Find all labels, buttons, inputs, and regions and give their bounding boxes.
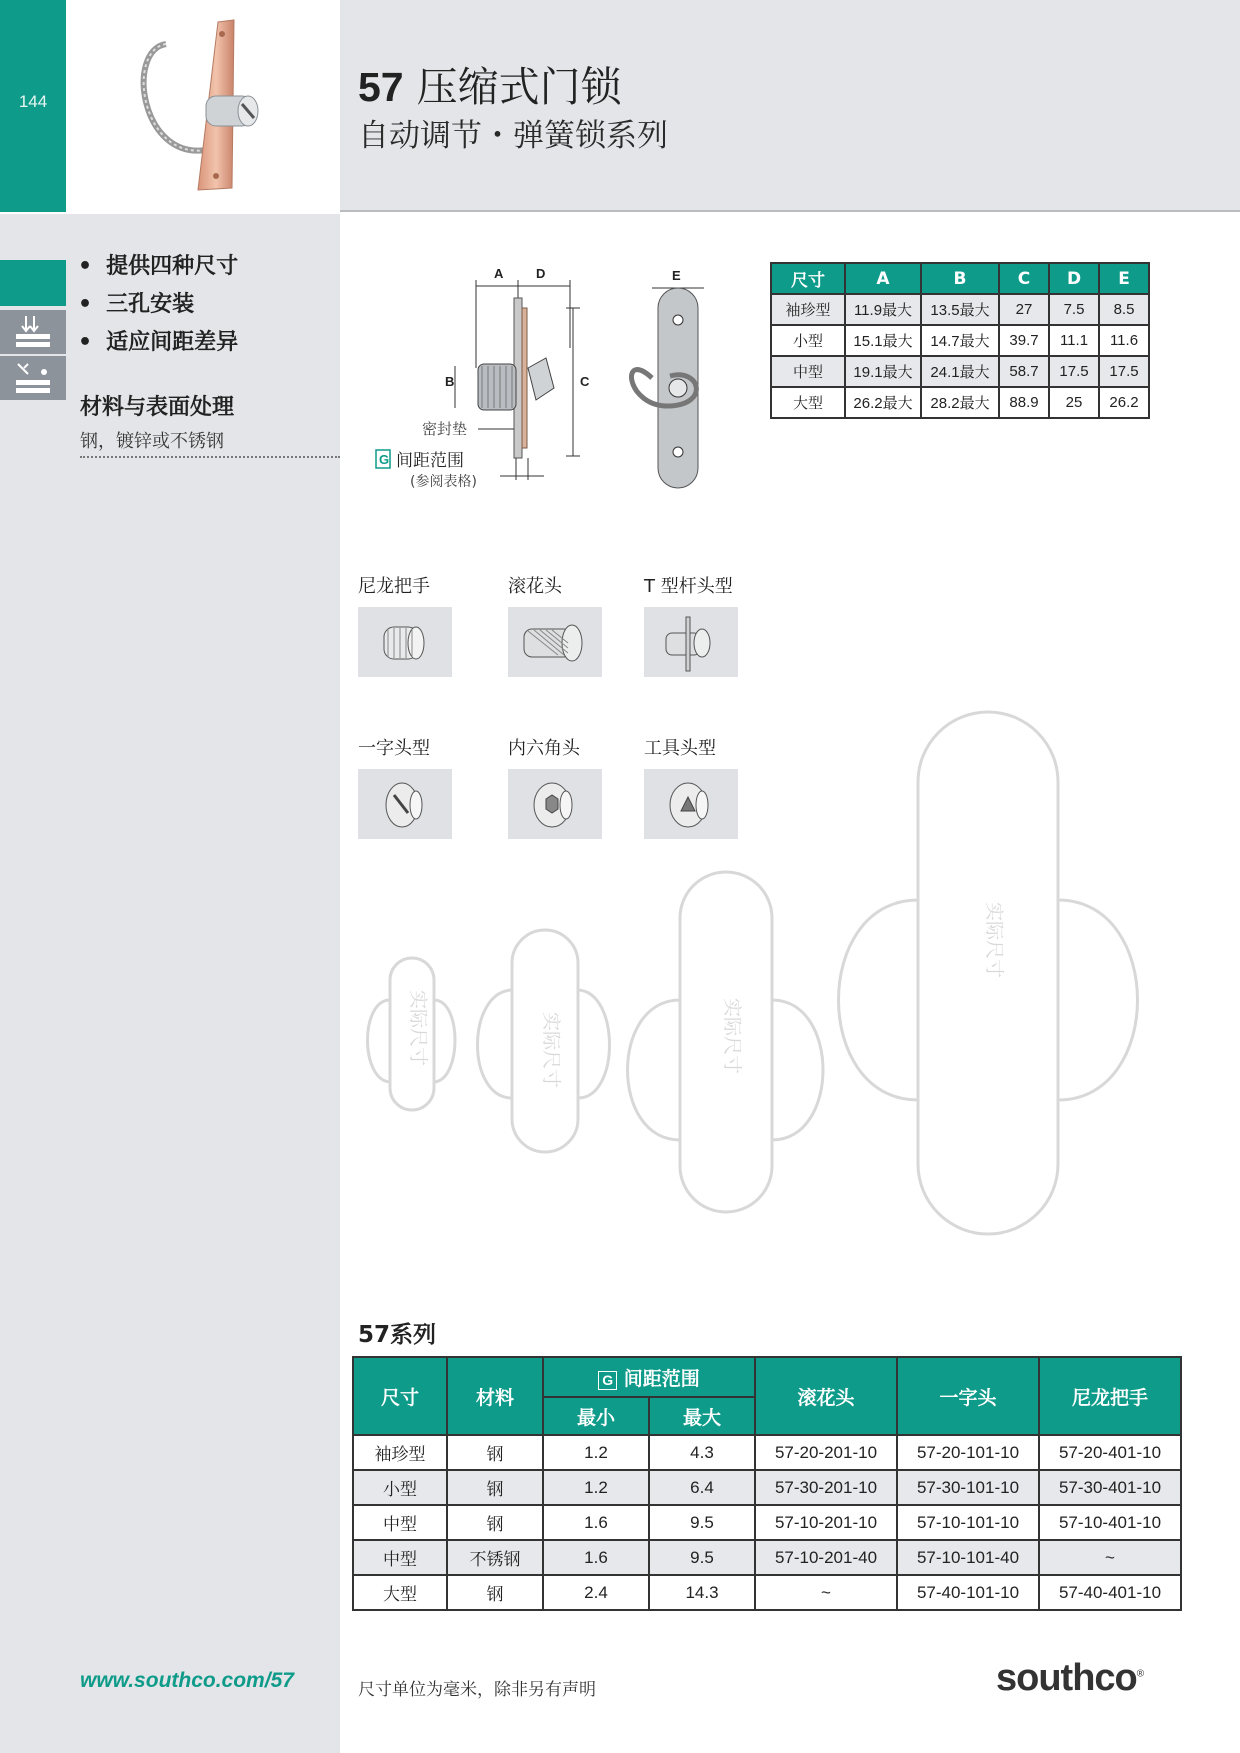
head-style-label: 滚花头: [508, 576, 562, 597]
grip-badge: G: [598, 1371, 617, 1390]
table-cell: 1.6: [543, 1540, 649, 1575]
feature-item: • 三孔安装: [78, 288, 238, 326]
dim-label-b: B: [445, 374, 455, 389]
table-row: [771, 387, 1149, 418]
head-style-label: 内六角头: [508, 738, 580, 759]
head-style-label: 工具头型: [644, 738, 716, 759]
table-row: [771, 325, 1149, 356]
spec-header: 尺寸: [771, 263, 845, 294]
grip-note: (参阅表格): [410, 474, 477, 490]
spec-header: C: [999, 263, 1049, 294]
table-cell: 钢: [447, 1575, 543, 1610]
table-row: [353, 1575, 1181, 1610]
table-cell: 钢: [447, 1505, 543, 1540]
table-cell: 1.2: [543, 1435, 649, 1470]
knurled-head-icon: [508, 607, 602, 677]
logo-text: southco: [996, 1657, 1137, 1699]
table-cell: 中型: [771, 356, 845, 387]
table-cell: 大型: [771, 387, 845, 418]
table-cell: 钢: [447, 1435, 543, 1470]
nylon-knob-icon: [358, 607, 452, 677]
head-style-label: 尼龙把手: [358, 576, 430, 597]
part-number-table: [352, 1356, 1182, 1611]
feature-list: [78, 250, 238, 364]
head-style-label: 一字头型: [358, 738, 430, 759]
page-title: [358, 54, 622, 113]
sidebar-divider: [80, 456, 340, 458]
table-cell: 26.2最大: [845, 387, 921, 418]
table-cell: 不锈钢: [447, 1540, 543, 1575]
part-number: 57-10-201-40: [755, 1540, 897, 1575]
table-row: [353, 1540, 1181, 1575]
southco-logo: [996, 1657, 1143, 1700]
dim-label-a: A: [494, 266, 504, 281]
table-cell: 11.9最大: [845, 294, 921, 325]
table-cell: 26.2: [1099, 387, 1149, 418]
table-cell: 1.2: [543, 1470, 649, 1505]
part-number: 57-10-101-10: [897, 1505, 1039, 1540]
table-cell: 88.9: [999, 387, 1049, 418]
seal-label: 密封垫: [422, 420, 468, 438]
part-number: 57-20-201-10: [755, 1435, 897, 1470]
sealing-icon: [0, 356, 66, 400]
table-cell: 25: [1049, 387, 1099, 418]
col-grip: [543, 1357, 755, 1397]
feature-item: • 适应间距差异: [78, 326, 238, 364]
table-row: [353, 1435, 1181, 1470]
series-number: 57: [358, 64, 404, 110]
sidebar-accent: [0, 260, 66, 306]
units-footnote: 尺寸单位为毫米，除非另有声明: [358, 1680, 596, 1700]
table-cell: 58.7: [999, 356, 1049, 387]
col-max: 最大: [649, 1397, 755, 1435]
table-cell: 8.5: [1099, 294, 1149, 325]
table-cell: 钢: [447, 1470, 543, 1505]
table-row: [771, 294, 1149, 325]
col-material: 材料: [447, 1357, 543, 1435]
col-slotted: 一字头: [897, 1357, 1039, 1435]
table-row: [353, 1505, 1181, 1540]
actual-size-label: 实际尺寸: [721, 998, 743, 1075]
table-cell: 7.5: [1049, 294, 1099, 325]
part-number: 57-10-201-10: [755, 1505, 897, 1540]
part-number: 57-10-101-40: [897, 1540, 1039, 1575]
table-cell: 17.5: [1099, 356, 1149, 387]
dim-label-c: C: [580, 374, 590, 389]
feature-item: • 提供四种尺寸: [78, 250, 238, 288]
col-min: 最小: [543, 1397, 649, 1435]
table-cell: 14.7最大: [921, 325, 999, 356]
head-style-label: T 型杆头型: [644, 576, 733, 597]
dimension-drawing: [370, 258, 720, 498]
logo-mark: ®: [1136, 1668, 1144, 1680]
table-cell: 9.5: [649, 1540, 755, 1575]
table-cell: 24.1最大: [921, 356, 999, 387]
actual-size-label: 实际尺寸: [540, 1012, 562, 1089]
table-cell: 小型: [353, 1470, 447, 1505]
grip-header-text: 间距范围: [623, 1367, 700, 1390]
table-cell: 小型: [771, 325, 845, 356]
col-size: 尺寸: [353, 1357, 447, 1435]
part-number: 57-40-101-10: [897, 1575, 1039, 1610]
table-cell: 15.1最大: [845, 325, 921, 356]
material-text: 钢，镀锌或不锈钢: [80, 431, 224, 452]
dim-label-d: D: [536, 266, 546, 281]
col-nylon: 尼龙把手: [1039, 1357, 1181, 1435]
table-cell: 4.3: [649, 1435, 755, 1470]
table-row: [353, 1470, 1181, 1505]
table-cell: 9.5: [649, 1505, 755, 1540]
table-cell: 19.1最大: [845, 356, 921, 387]
part-number: 57-20-401-10: [1039, 1435, 1181, 1470]
website-link[interactable]: www.southco.com/57: [80, 1669, 294, 1692]
actual-size-label: 实际尺寸: [407, 990, 429, 1067]
part-number: 57-40-401-10: [1039, 1575, 1181, 1610]
dimension-table: [770, 262, 1150, 419]
spec-header: D: [1049, 263, 1099, 294]
table-cell: 17.5: [1049, 356, 1099, 387]
table-cell: 2.4: [543, 1575, 649, 1610]
table-cell: 袖珍型: [353, 1435, 447, 1470]
grip-badge: G: [379, 452, 390, 467]
grip-label: 间距范围: [396, 451, 464, 471]
table-cell: 13.5最大: [921, 294, 999, 325]
table-cell: 27: [999, 294, 1049, 325]
product-photo: [66, 0, 340, 212]
page-subtitle: 自动调节・弹簧锁系列: [358, 118, 668, 154]
part-number: ~: [1039, 1540, 1181, 1575]
actual-size-label: 实际尺寸: [983, 902, 1005, 979]
part-number: 57-20-101-10: [897, 1435, 1039, 1470]
table-row: [771, 356, 1149, 387]
title-text: 压缩式门锁: [416, 63, 622, 111]
t-handle-icon: [644, 607, 738, 677]
spec-header: E: [1099, 263, 1149, 294]
table-cell: 11.6: [1099, 325, 1149, 356]
part-number: 57-10-401-10: [1039, 1505, 1181, 1540]
part-number: ~: [755, 1575, 897, 1610]
table-cell: 大型: [353, 1575, 447, 1610]
spec-header: A: [845, 263, 921, 294]
table-cell: 28.2最大: [921, 387, 999, 418]
part-number: 57-30-201-10: [755, 1470, 897, 1505]
material-heading: 材料与表面处理: [80, 395, 235, 420]
table-cell: 袖珍型: [771, 294, 845, 325]
part-number: 57-30-101-10: [897, 1470, 1039, 1505]
table-cell: 1.6: [543, 1505, 649, 1540]
mounting-icon: [0, 310, 66, 354]
table-cell: 中型: [353, 1505, 447, 1540]
col-knurled: 滚花头: [755, 1357, 897, 1435]
page-number: 144: [18, 92, 48, 111]
table-cell: 中型: [353, 1540, 447, 1575]
dim-label-e: E: [672, 268, 681, 283]
part-number: 57-30-401-10: [1039, 1470, 1181, 1505]
spec-header: B: [921, 263, 999, 294]
series-title: 57系列: [358, 1322, 437, 1348]
table-cell: 39.7: [999, 325, 1049, 356]
table-cell: 6.4: [649, 1470, 755, 1505]
table-cell: 11.1: [1049, 325, 1099, 356]
table-cell: 14.3: [649, 1575, 755, 1610]
latch-photo-icon: [66, 0, 340, 212]
actual-size-outlines: [350, 700, 1150, 1240]
